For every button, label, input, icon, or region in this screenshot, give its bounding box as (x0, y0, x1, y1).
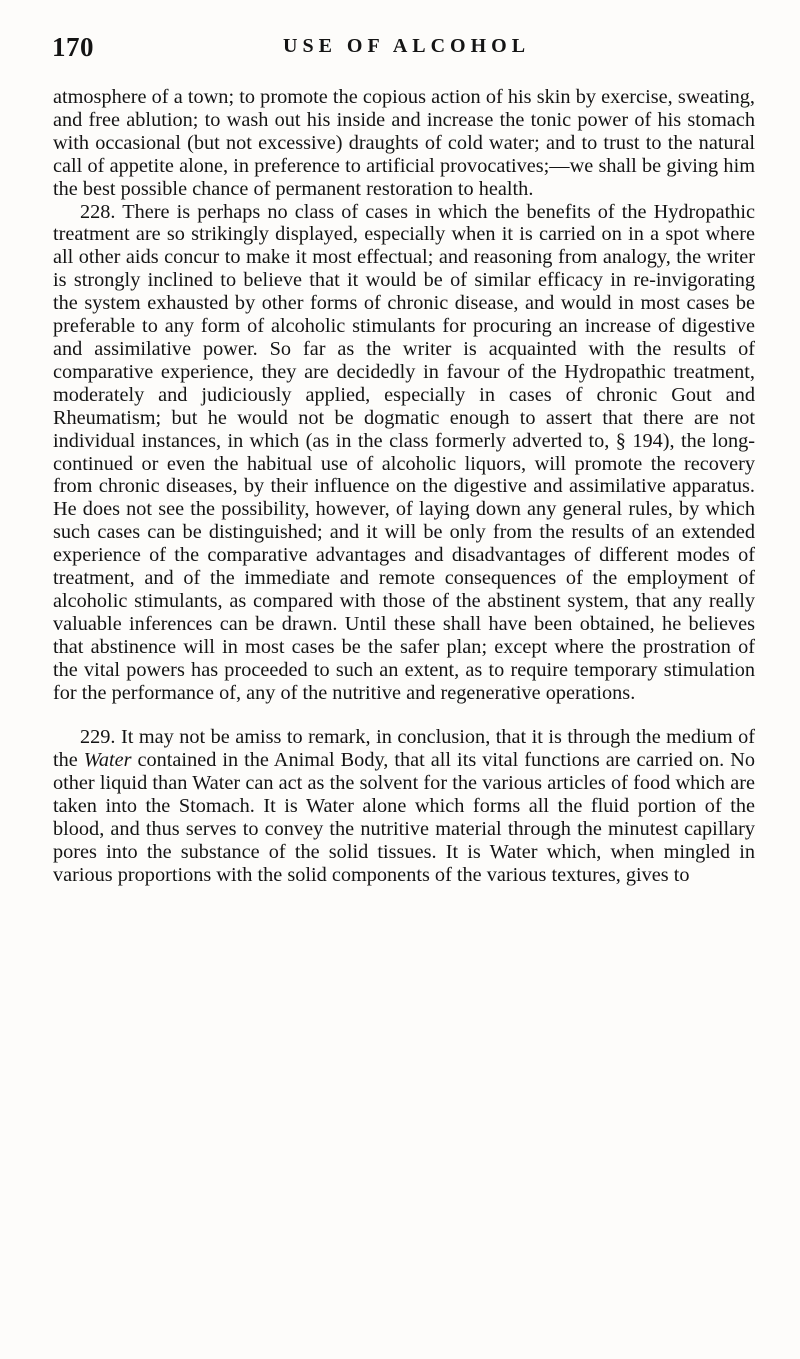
paragraph-text: There is perhaps no class of cases in which the benefits of the Hydropathic treatment are so strikingly displayed, especially when it is carried on in a spot where all other aids concur to make it most effectual; and reasoning from analogy, the writer is strongly inclined to believe that it would be of similar efficacy in re-invigorating the system exhausted by other forms of chronic disease, and would in most cases be preferable to any form of alcoholic stimulants for procuring an increase of digestive and assimilative power. So far as the writer is acquainted with the results of comparative experience, they are decidedly in favour of the Hydropathic treatment, moderately and judiciously applied, especially in cases of chronic Gout and Rheumatism; but he would not be dogmatic enough to assert that there are not individual instances, in which (as in the class formerly adverted to, § 194), the long-continued or even the habitual use of alcoholic liquors, will promote the recovery from chronic diseases, by their influence on the digestive and assimilative apparatus. He does not see the possibility, however, of laying down any general rules, by which such cases can be distinguished; and it will be only from the results of an extended experience of the comparative advantages and disadvantages of different modes of treatment, and of the immediate and remote consequences of the employment of alcoholic stimulants, as compared with those of the abstinent system, that any really valuable inferences can be drawn. Until these shall have been obtained, he believes that abstinence will in most cases be the safer plan; except where the prostration of the vital powers has proceeded to such an extent, as to require temporary stimulation for the performance of, any of the nutritive and regenerative operations. (53, 200, 755, 704)
paragraph-text-end: contained in the Animal Body, that all its vital functions are carried on. No other liquid than Water can act as the solvent for the various articles of food which are taken into the Stomach. It is Water alone which forms all the fluid portion of the blood, and thus serves to convey the nutritive material through the minutest capillary pores into the substance of the solid tissues. It is Water which, when mingled in various proportions with the solid components of the various textures, gives to (53, 749, 755, 886)
body-text (53, 86, 755, 887)
paragraph-number: 228. (80, 200, 116, 223)
paragraph-text: atmosphere of a town; to promote the copious action of his skin by exercise, sweating, and free ablution; to wash out his inside and increase the tonic power of his stomach with occasional (but not excessive) draughts of cold water; and to trust to the natural call of appetite alone, in preference to artificial provocatives;—we shall be giving him the best possible chance of permanent restoration to health. (53, 86, 755, 200)
page-header (52, 32, 752, 72)
paragraph-228 (53, 201, 755, 705)
paragraph-229 (53, 726, 755, 886)
paragraph-number: 229. (80, 726, 116, 749)
running-head: USE OF ALCOHOL (283, 35, 531, 57)
paragraph-text-start: It may not be amiss to remark, in conclusion, that it is through the medium of the (53, 726, 755, 772)
paragraph-continued (53, 86, 755, 201)
emphasis-water: Water (83, 749, 132, 772)
page-number: 170 (52, 32, 94, 62)
